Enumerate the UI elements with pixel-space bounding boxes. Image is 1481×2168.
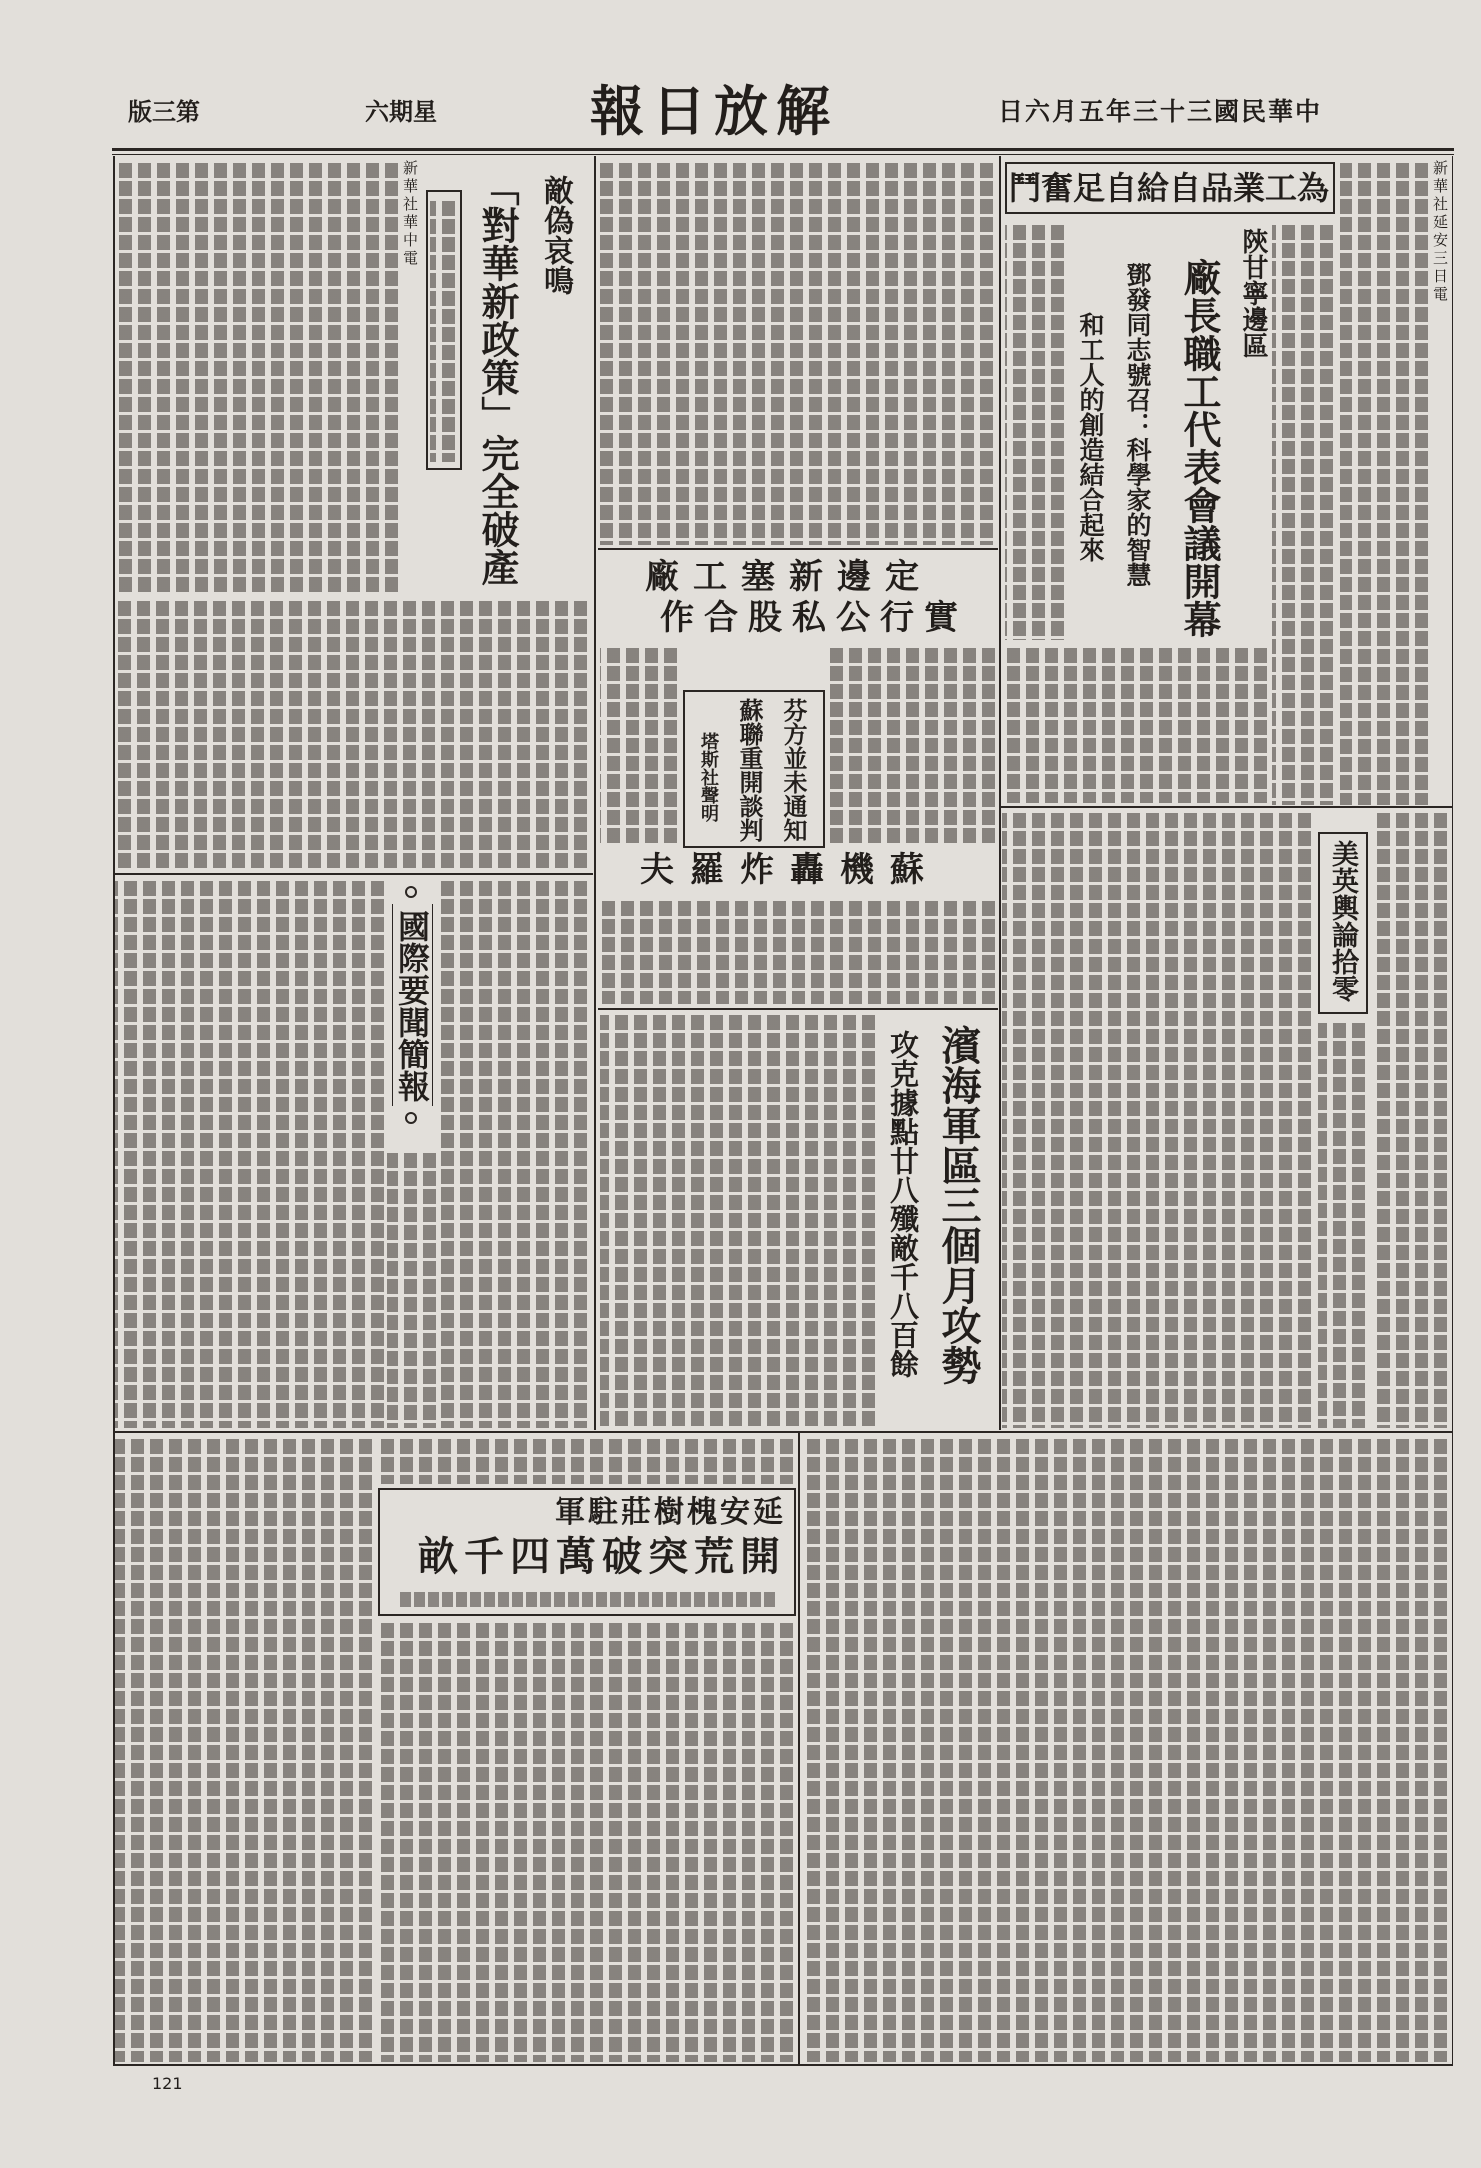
industry-end-rule (598, 548, 998, 550)
edition-label: 第三版 (128, 97, 200, 126)
weekday-label: 星期六 (365, 97, 437, 126)
finland-headline-box (683, 690, 825, 848)
industry-body-d (1005, 645, 1270, 803)
opinion-title-box (1318, 832, 1368, 1014)
japan-body-b (115, 598, 590, 870)
fold-rule (113, 1431, 1453, 1433)
industry-subhead-2: 和工人的創造結合起來 (1076, 312, 1105, 562)
dingbian-headline-1: 定邊新塞工廠 (645, 557, 933, 597)
finland-headline-2: 蘇聯重開談判 (735, 698, 764, 842)
industry-subhead-1: 鄧發同志號召：科學家的智慧 (1123, 262, 1152, 587)
yanan-headline-1: 延安槐樹莊駐軍 (555, 1495, 786, 1530)
finland-body (600, 645, 680, 845)
japan-kicker: 敵偽哀鳴 (538, 175, 573, 295)
column-rule-left (594, 156, 596, 1430)
intl-body-b (115, 878, 387, 1428)
opinion-body-c (1318, 1020, 1368, 1428)
industry-body-b (1272, 222, 1336, 805)
yanan-body (378, 1620, 796, 2062)
japan-tag-box (426, 190, 462, 470)
yanan-subline (400, 1592, 776, 1607)
industry-dateline: 新華社延安三日電 (1429, 160, 1450, 805)
masthead: 解放日報 (590, 79, 838, 143)
japan-body-a (115, 160, 420, 595)
opinion-body-a (1372, 810, 1450, 1428)
frame-right-rule (1452, 156, 1453, 2064)
intl-bracket-right (432, 904, 433, 1106)
industry-banner: 為工業品自給自足奮鬥 (1008, 169, 1329, 207)
yanan-headline-2: 開荒突破萬四千畝 (418, 1533, 786, 1580)
yanan-headline-box (378, 1488, 796, 1616)
finland-source: 塔斯社聲明 (698, 732, 719, 822)
japan-end-rule (113, 873, 593, 875)
intl-body-a (440, 878, 590, 1428)
binhai-body (600, 1012, 878, 1426)
issue-date: 中華民國三十三年五月六日 (998, 97, 1323, 126)
industry-region: 陝甘寧邊區 (1238, 228, 1268, 358)
bottom-body-top (378, 1436, 796, 1484)
lvov-body (600, 898, 998, 1004)
industry-headline: 廠長職工代表會議開幕 (1177, 258, 1222, 638)
bottom-body-right (802, 1436, 1450, 2062)
opinion-body-b (1002, 810, 1314, 1428)
industry-banner-box (1005, 162, 1335, 214)
binhai-headline-2: 攻克據點廿八殲敵千八百餘 (886, 1030, 920, 1378)
industry-body-e (600, 160, 996, 545)
bottom-body-left (115, 1436, 375, 2062)
japan-tag-text (430, 198, 458, 462)
column-rule-bottom (798, 1433, 800, 2064)
dingbian-body (830, 645, 998, 845)
intl-ornament-bottom (405, 1112, 417, 1124)
column-rule-right (999, 156, 1001, 1430)
lvov-end-rule (598, 1008, 998, 1010)
japan-dateline: 新華社華中電 (399, 160, 420, 595)
binhai-headline-1: 濱海軍區三個月攻勢 (935, 1025, 982, 1385)
dingbian-headline-2: 實行公私股合作 (660, 598, 968, 638)
industry-bottom-rule (1000, 806, 1452, 808)
header-rule (112, 148, 1454, 151)
page-number: 121 (152, 2074, 183, 2093)
japan-headline: 「對華新政策」完全破產 (475, 168, 520, 586)
industry-body-a (1340, 160, 1450, 805)
intl-ornament-top (405, 886, 417, 898)
lvov-headline: 蘇機轟炸羅夫 (640, 850, 940, 890)
header-rule-thin (112, 154, 1454, 155)
intl-body-c (387, 1150, 439, 1428)
finland-headline-1: 芬方並未通知 (779, 698, 808, 842)
frame-bottom-rule (113, 2064, 1453, 2066)
industry-body-c (1005, 222, 1067, 640)
intl-title: 國際要聞簡報 (393, 910, 431, 1102)
opinion-title: 美英輿論拾零 (1327, 840, 1358, 1002)
